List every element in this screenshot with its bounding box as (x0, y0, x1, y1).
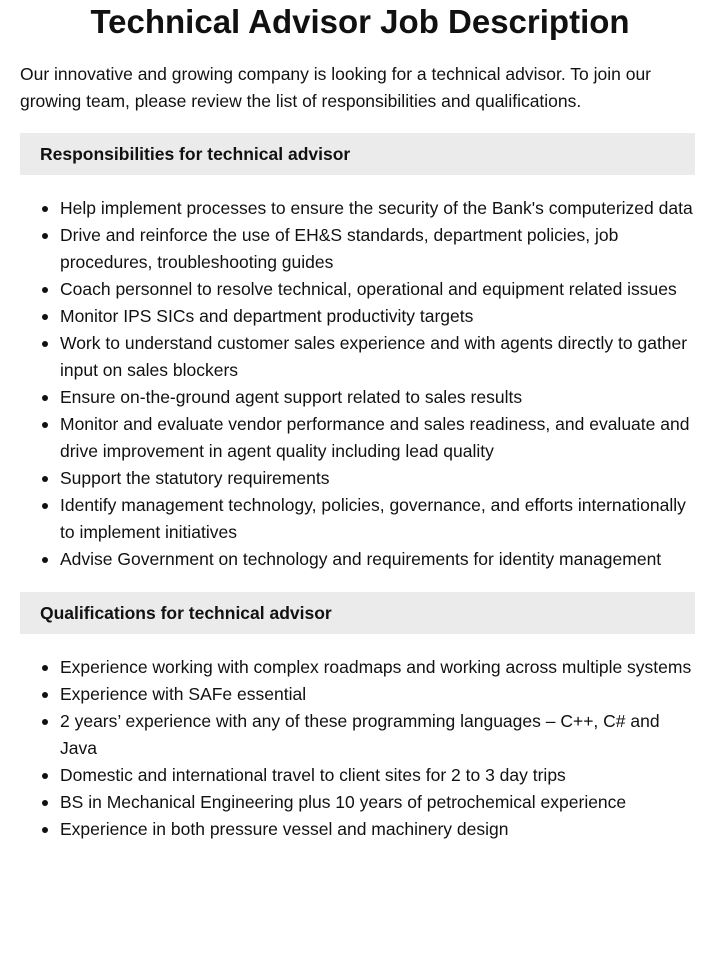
list-item (20, 465, 694, 492)
list-item-text: Advise Government on technology and requirements for identity management (60, 549, 662, 569)
list-item (20, 708, 694, 762)
list-item (20, 222, 694, 276)
bullet-icon (42, 287, 48, 293)
list-item (20, 789, 694, 816)
bullet-icon (42, 233, 48, 239)
responsibilities-heading-text: Responsibilities for technical advisor (40, 143, 351, 164)
bullet-icon (42, 503, 48, 509)
list-item (20, 681, 694, 708)
list-item-text: BS in Mechanical Engineering plus 10 years of petrochemical experience (60, 792, 627, 812)
list-item (20, 384, 694, 411)
list-item (20, 492, 694, 546)
list-item-text: Work to understand customer sales experience and with agents directly to gather input on sales blockers (60, 333, 688, 380)
list-item (20, 546, 694, 573)
list-item (20, 330, 694, 384)
list-item-text: Monitor and evaluate vendor performance and sales readiness, and evaluate and drive improvement in agent quality including lead quality (60, 414, 690, 461)
list-item-text: Monitor IPS SICs and department productivity targets (60, 306, 474, 326)
bullet-icon (42, 395, 48, 401)
list-item-text: Drive and reinforce the use of EH&S standards, department policies, job procedures, troubleshooting guides (60, 225, 619, 272)
bullet-icon (42, 206, 48, 212)
bullet-icon (42, 719, 48, 725)
list-item-text: Experience with SAFe essential (60, 684, 307, 704)
list-item-text: Ensure on-the-ground agent support related to sales results (60, 387, 523, 407)
list-item (20, 276, 694, 303)
list-item (20, 816, 694, 843)
list-item (20, 195, 694, 222)
responsibilities-list (20, 195, 694, 573)
bullet-icon (42, 800, 48, 806)
bullet-icon (42, 692, 48, 698)
list-item-text: Experience in both pressure vessel and machinery design (60, 819, 509, 839)
list-item-text: Support the statutory requirements (60, 468, 330, 488)
list-item-text: Domestic and international travel to client sites for 2 to 3 day trips (60, 765, 566, 785)
list-item (20, 411, 694, 465)
bullet-icon (42, 557, 48, 563)
page-title: Technical Advisor Job Description (90, 3, 630, 40)
bullet-icon (42, 314, 48, 320)
bullet-icon (42, 773, 48, 779)
bullet-icon (42, 665, 48, 671)
responsibilities-heading (20, 133, 695, 175)
list-item-text: Experience working with complex roadmaps and working across multiple systems (60, 657, 692, 677)
bullet-icon (42, 827, 48, 833)
intro-paragraph: Our innovative and growing company is looking for a technical advisor. To join our growing team, please review the list of responsibilities and qualifications. (20, 64, 651, 111)
list-item-text: Identify management technology, policies, governance, and efforts internationally to implement initiatives (60, 495, 686, 542)
list-item-text: Help implement processes to ensure the security of the Bank's computerized data (60, 198, 693, 218)
list-item-text: 2 years’ experience with any of these programming languages – C++, C# and Java (60, 711, 660, 758)
qualifications-heading (20, 592, 695, 634)
list-item (20, 654, 694, 681)
list-item-text: Coach personnel to resolve technical, operational and equipment related issues (60, 279, 677, 299)
list-item (20, 303, 694, 330)
bullet-icon (42, 422, 48, 428)
bullet-icon (42, 341, 48, 347)
qualifications-list (20, 654, 694, 843)
list-item (20, 762, 694, 789)
bullet-icon (42, 476, 48, 482)
qualifications-heading-text: Qualifications for technical advisor (40, 602, 332, 623)
